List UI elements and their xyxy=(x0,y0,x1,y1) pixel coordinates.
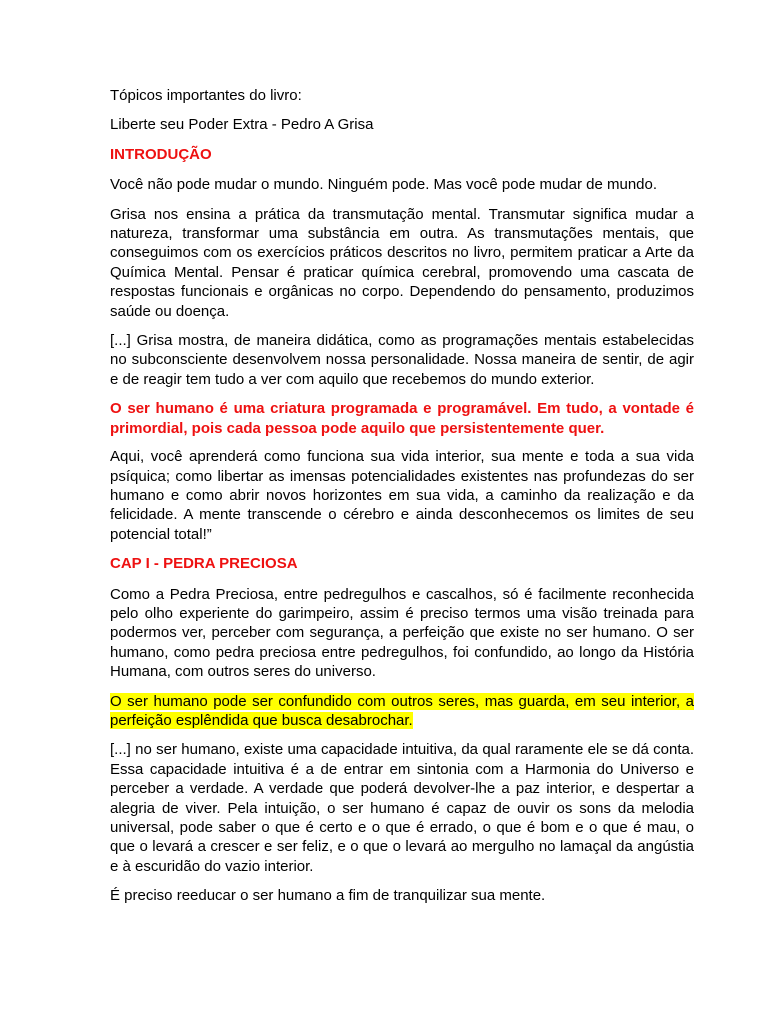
introduction-closing-paragraph: Aqui, você aprenderá como funciona sua vida interior, sua mente e toda a sua vida psíquica; como libertar as imensas potencialidades existentes nas profundezas do ser humano e como abrir novos horizontes em sua vida, a caminho da realização e da felicidade. A mente transcende o cérebro e ainda desconhecemos os limites de seu potencial total!” xyxy=(110,448,694,543)
document-topic-line: Tópicos importantes do livro: xyxy=(110,87,302,104)
chapter-one-highlight-paragraph xyxy=(110,692,694,731)
introduction-heading: INTRODUÇÃO xyxy=(110,145,212,163)
book-title-line: Liberte seu Poder Extra - Pedro A Grisa xyxy=(110,116,374,134)
introduction-paragraph: Grisa nos ensina a prática da transmutação mental. Transmutar significa mudar a natureza, transformar uma substância em outra. As transmutações mentais, que conseguimos com os exercícios práticos descritos no livro, permitem praticar a Arte da Química Mental. Pensar é praticar química cerebral, promovendo uma cascata de respostas funcionais e orgânicas no corpo. Dependendo do pensamento, produzimos saúde ou doença. xyxy=(110,205,694,320)
introduction-paragraph: Você não pode mudar o mundo. Ninguém pode. Mas você pode mudar de mundo. xyxy=(110,176,658,194)
highlighted-text: O ser humano pode ser confundido com outros seres, mas guarda, em seu interior, a perfeição esplêndida que busca desabrochar. xyxy=(110,692,694,729)
chapter-one-paragraph: [...] no ser humano, existe uma capacidade intuitiva, da qual raramente ele se dá conta. Essa capacidade intuitiva é a de entrar em sintonia com a Harmonia do Universo e perceber a verdade. A verdade que poderá devolver-lhe a paz interior, e despertar a alegria de viver. Pela intuição, o ser humano é capaz de ouvir os sons da melodia universal, pode saber o que é certo e o que é errado, o que é bom e o que é mau, o que o levará a crescer e ser feliz, e o que o levará ao mergulho no lamaçal da angústia e à escuridão do vazio interior. xyxy=(110,741,694,875)
introduction-paragraph: [...] Grisa mostra, de maneira didática, como as programações mentais estabelecidas no subconsciente desenvolvem nossa personalidade. Nossa maneira de sentir, de agir e de reagir tem tudo a ver com aquilo que recebemos do mundo exterior. xyxy=(110,332,694,388)
chapter-one-closing-line: É preciso reeducar o ser humano a fim de tranquilizar sua mente. xyxy=(110,887,546,905)
chapter-one-paragraph: Como a Pedra Preciosa, entre pedregulhos e cascalhos, só é facilmente reconhecida pelo olho experiente do garimpeiro, assim é preciso termos uma visão treinada para podermos ver, perceber com segurança, a perfeição que existe no ser humano. O ser humano, como pedra preciosa entre pedregulhos, foi confundido, ao longo da História Humana, com outros seres do universo. xyxy=(110,585,694,681)
introduction-emphasis: O ser humano é uma criatura programada e programável. Em tudo, a vontade é primordial, pois cada pessoa pode aquilo que persistentemente quer. xyxy=(110,400,694,437)
document-page xyxy=(110,86,694,916)
chapter-one-heading: CAP I - PEDRA PRECIOSA xyxy=(110,555,298,573)
